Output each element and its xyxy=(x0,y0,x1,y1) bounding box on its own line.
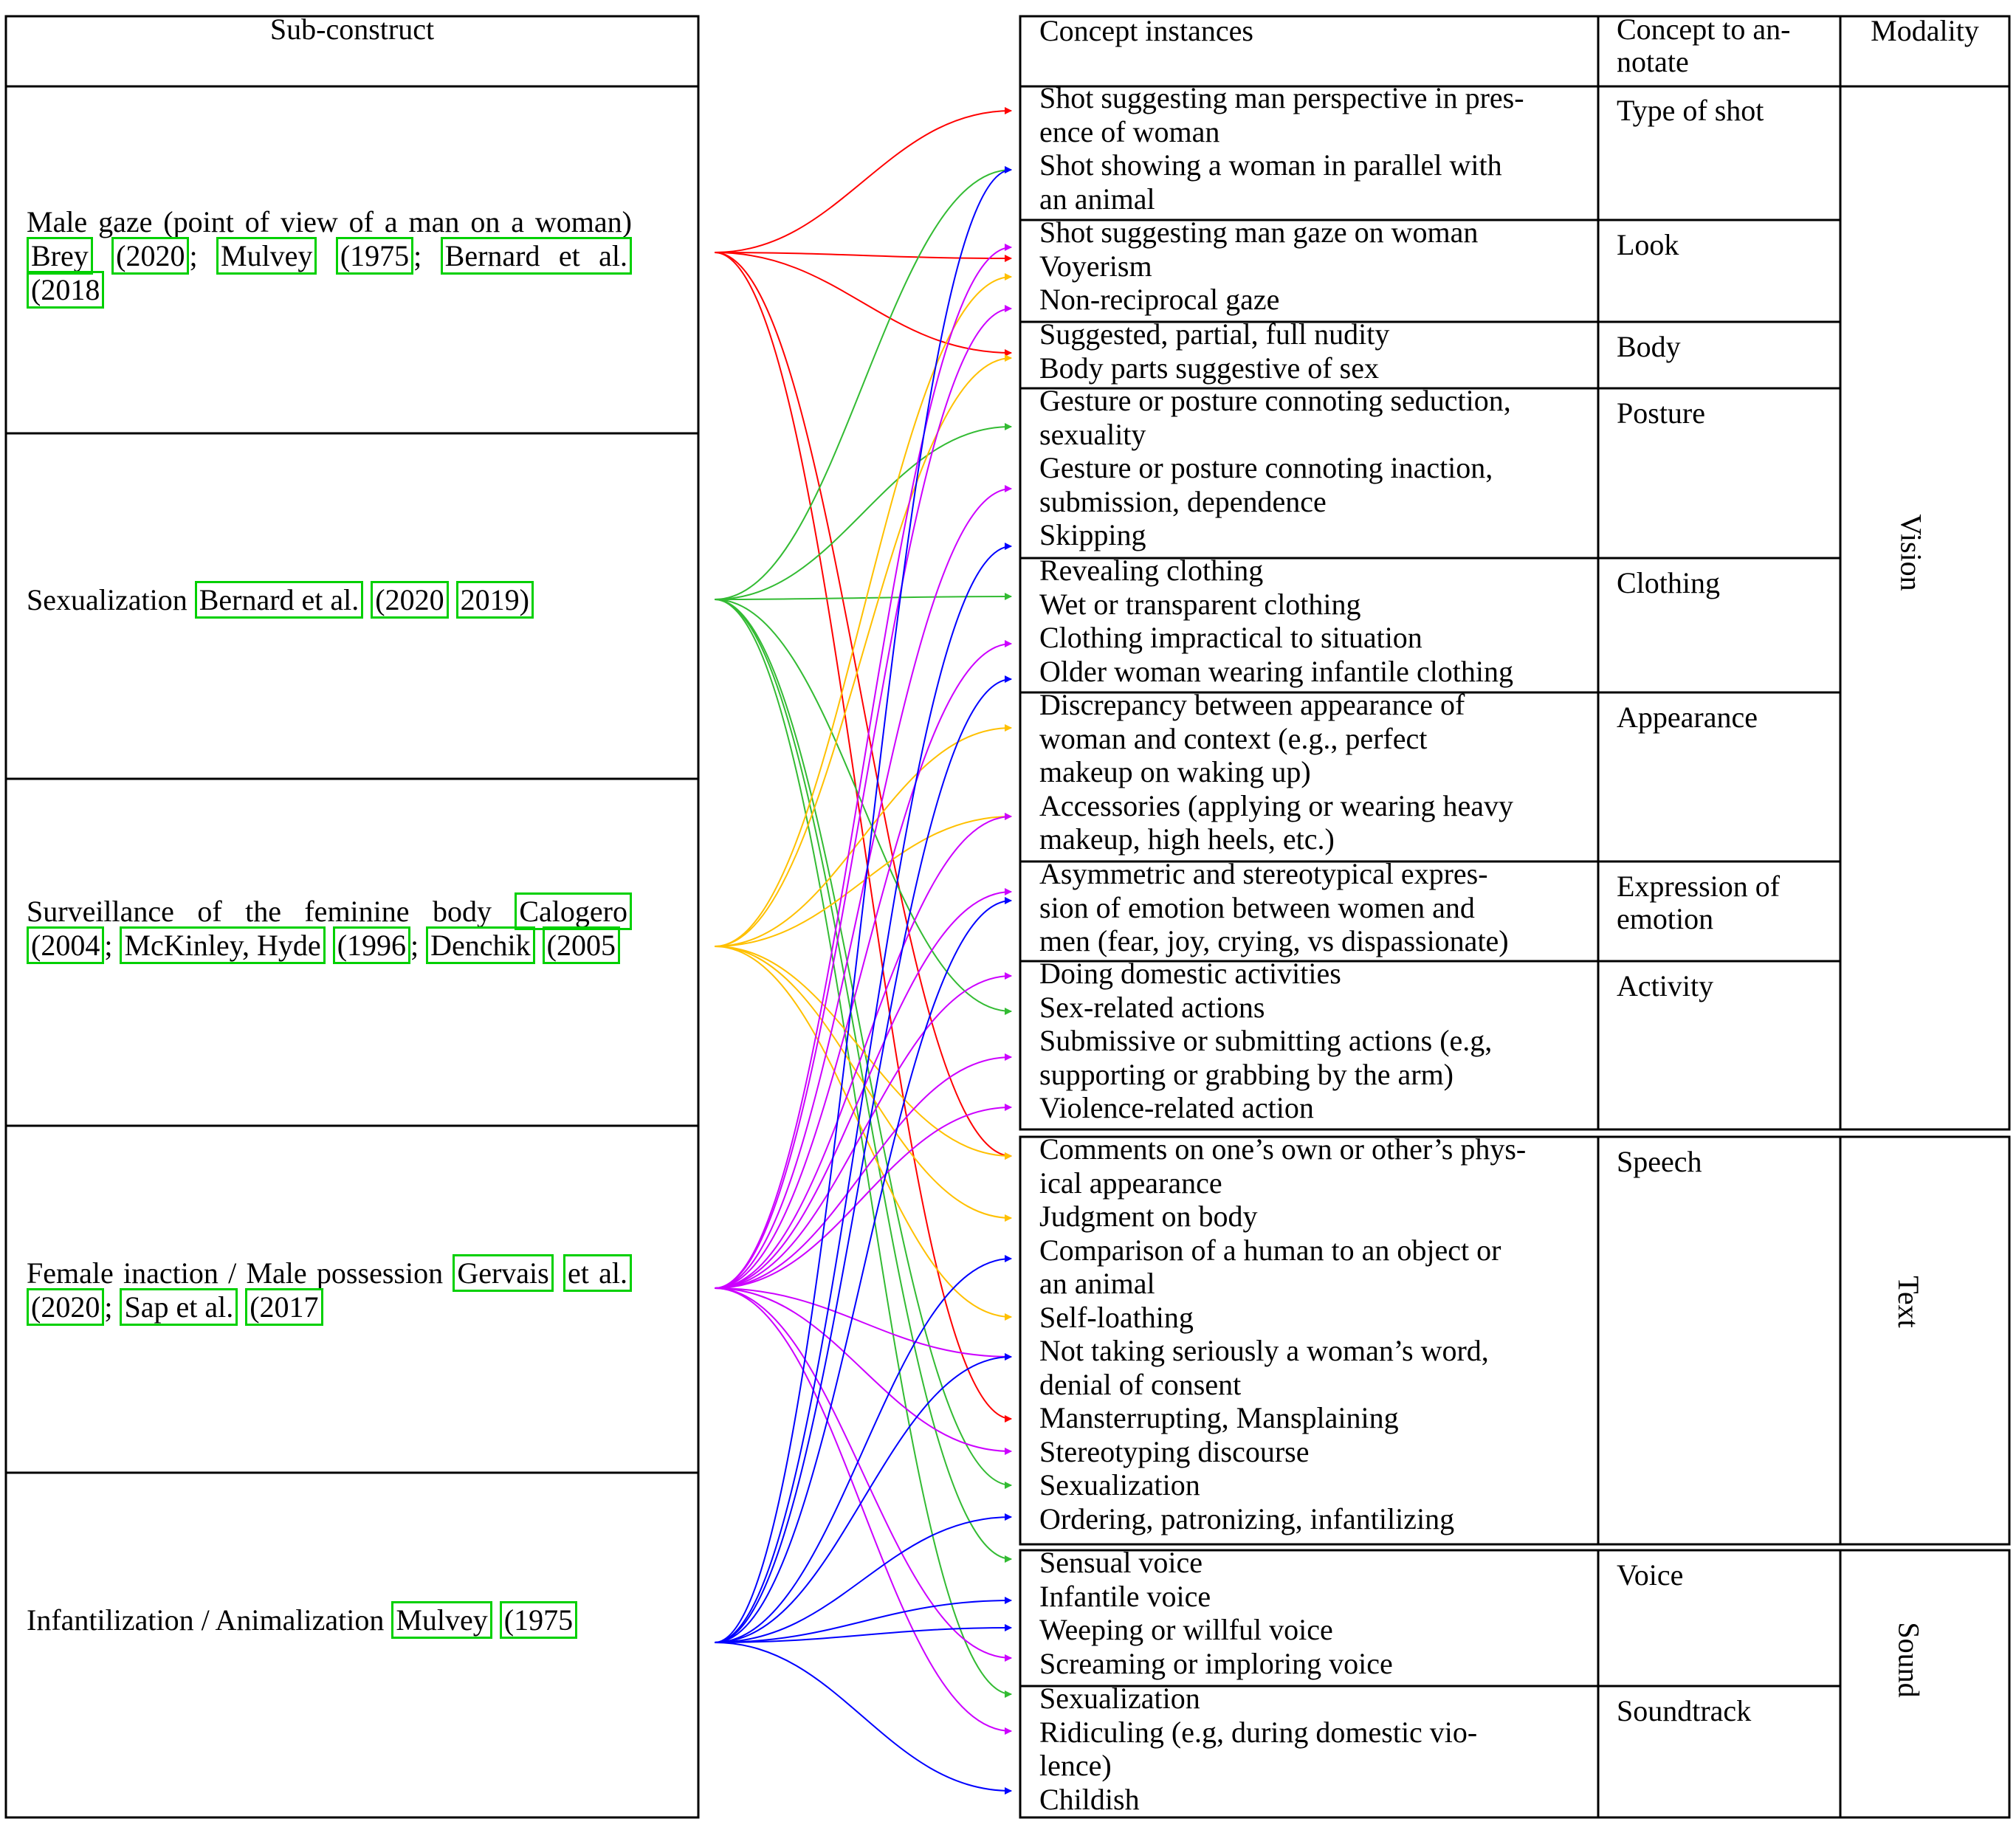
reference-link[interactable]: (1975 xyxy=(500,1601,577,1639)
instance-block xyxy=(1039,1546,1575,1680)
concept-instance: Sex-related actions xyxy=(1039,990,1265,1024)
instance-block xyxy=(1039,688,1575,856)
reference-link[interactable]: (2018 xyxy=(27,271,104,309)
link-arrow xyxy=(715,599,1011,1011)
link-arrow xyxy=(715,1107,1011,1288)
concept-label: Type of shot xyxy=(1617,94,1764,127)
concept-instance: Not taking seriously a woman’s word, xyxy=(1039,1334,1489,1367)
reference-link[interactable]: Denchik xyxy=(426,926,535,964)
concept-instance: ical appearance xyxy=(1039,1166,1222,1200)
link-arrow xyxy=(715,1288,1011,1731)
instance-block xyxy=(1039,317,1575,385)
concept-instance: submission, dependence xyxy=(1039,484,1327,518)
concept-instance: Self-loathing xyxy=(1039,1300,1194,1334)
concept-label: Look xyxy=(1617,228,1679,261)
reference-link[interactable]: McKinley, Hyde xyxy=(120,926,325,964)
link-arrow xyxy=(715,489,1011,1288)
concept-label: Expression of emotion xyxy=(1617,870,1781,935)
link-arrow xyxy=(715,309,1011,1288)
concept-instance: sexuality xyxy=(1039,417,1146,451)
link-arrow xyxy=(715,599,1011,1559)
link-arrow xyxy=(715,1288,1011,1357)
link-arrow xyxy=(715,252,1011,353)
link-arrow xyxy=(715,277,1011,946)
reference-link[interactable]: 2019) xyxy=(456,581,534,619)
reference-link[interactable]: (1975 xyxy=(336,237,413,275)
concept-instance: Ordering, patronizing, infantilizing xyxy=(1039,1502,1455,1535)
concept-instance: Shot suggesting man perspective in pres- xyxy=(1039,81,1524,114)
link-arrow xyxy=(715,1642,1011,1791)
reference-link[interactable]: (2020 xyxy=(111,237,189,275)
header-concept: Concept to an- notate xyxy=(1617,13,1791,78)
concept-instance: Wet or transparent clothing xyxy=(1039,587,1361,621)
concept-instance: sion of emotion between women and xyxy=(1039,890,1475,924)
concept-label: Posture xyxy=(1617,396,1705,430)
modality-sound: Sound xyxy=(1892,1622,1926,1698)
concept-instance: Older woman wearing infantile clothing xyxy=(1039,654,1514,688)
reference-link[interactable]: (2020 xyxy=(27,1288,104,1326)
concept-label: Activity xyxy=(1617,969,1714,1002)
concept-instance: Gesture or posture connoting seduction, xyxy=(1039,384,1511,417)
concept-instance: woman and context (e.g., perfect xyxy=(1039,721,1428,755)
link-arrow xyxy=(715,946,1011,1218)
concept-instance: makeup, high heels, etc.) xyxy=(1039,822,1335,856)
concept-instance: Comments on one’s own or other’s phys- xyxy=(1039,1132,1527,1166)
link-arrow xyxy=(715,1517,1011,1642)
concept-instance: Revealing clothing xyxy=(1039,554,1264,587)
concept-instance: Ridiculing (e.g, during domestic vio- xyxy=(1039,1715,1478,1749)
header-subconstruct: Sub-construct xyxy=(269,13,435,46)
reference-link[interactable]: Brey xyxy=(27,237,93,275)
concept-instance: an animal xyxy=(1039,1267,1155,1300)
concept-instance: Sexualization xyxy=(1039,1468,1200,1502)
reference-link[interactable]: (2017 xyxy=(245,1288,323,1326)
concept-instance: Asymmetric and stereotypical expres- xyxy=(1039,857,1488,890)
concept-instance: makeup on waking up) xyxy=(1039,755,1311,788)
subconstruct-male-gaze: Male gaze (point of view of a man on a woman) Brey (2020 ; Mulvey (1975 ; Bernard et al. (2018 xyxy=(27,205,632,307)
concept-instance: Shot showing a woman in parallel with xyxy=(1039,148,1502,182)
concept-instance: Comparison of a human to an object or xyxy=(1039,1233,1501,1267)
concept-instance: Stereotyping discourse xyxy=(1039,1434,1310,1468)
link-arrow xyxy=(715,427,1011,599)
link-arrow xyxy=(715,358,1011,946)
concept-instance: Weeping or willful voice xyxy=(1039,1613,1333,1646)
instance-block xyxy=(1039,957,1575,1125)
link-arrow xyxy=(715,901,1011,1642)
reference-link[interactable]: Mulvey xyxy=(216,237,317,275)
concept-instance: Non-reciprocal gaze xyxy=(1039,283,1280,316)
concept-label: Appearance xyxy=(1617,701,1758,734)
reference-link[interactable]: (1996 xyxy=(333,926,410,964)
header-instances: Concept instances xyxy=(1039,14,1253,47)
reference-link[interactable]: Gervais xyxy=(453,1254,553,1292)
concept-instance: denial of consent xyxy=(1039,1367,1242,1401)
reference-link[interactable]: (2005 xyxy=(543,926,620,964)
concept-instance: Discrepancy between appearance of xyxy=(1039,688,1465,721)
link-arrow xyxy=(715,170,1011,1642)
subconstruct-sexualization: Sexualization Bernard et al. (2020 2019) xyxy=(27,583,632,617)
concept-instance: supporting or grabbing by the arm) xyxy=(1039,1057,1453,1091)
concept-instance: Violence-related action xyxy=(1039,1091,1314,1124)
concept-instance: Shot suggesting man gaze on woman xyxy=(1039,216,1479,249)
concept-instance: ence of woman xyxy=(1039,114,1220,148)
instance-block xyxy=(1039,1682,1575,1816)
reference-link[interactable]: (2020 xyxy=(371,581,448,619)
reference-link[interactable]: Mulvey xyxy=(391,1601,492,1639)
concept-instance: men (fear, joy, crying, vs dispassionate) xyxy=(1039,924,1509,957)
concept-instance: Clothing impractical to situation xyxy=(1039,621,1422,654)
instance-block xyxy=(1039,554,1575,688)
subconstruct-infantilization: Infantilization / Animalization Mulvey (1975 xyxy=(27,1603,632,1637)
concept-label: Voice xyxy=(1617,1558,1684,1592)
link-arrow xyxy=(715,644,1011,1288)
concept-instance: an animal xyxy=(1039,182,1155,216)
concept-label: Soundtrack xyxy=(1617,1694,1752,1727)
reference-link[interactable]: Bernard et al. xyxy=(441,237,632,275)
reference-link[interactable]: et al. xyxy=(563,1254,632,1292)
link-arrow xyxy=(715,546,1011,1642)
link-arrow xyxy=(715,679,1011,1642)
instance-block xyxy=(1039,1132,1575,1535)
subconstruct-surveillance: Surveillance of the feminine body Calogero (2004 ; McKinley, Hyde (1996 ; Denchik (2005 xyxy=(27,895,632,963)
instance-block xyxy=(1039,216,1575,317)
link-arrow xyxy=(715,599,1011,1485)
link-arrow xyxy=(715,111,1011,252)
concept-label: Clothing xyxy=(1617,566,1721,599)
reference-link[interactable]: Sap et al. xyxy=(120,1288,238,1326)
reference-link[interactable]: Bernard et al. xyxy=(195,581,364,619)
concept-instance: Sensual voice xyxy=(1039,1546,1203,1579)
concept-instance: Submissive or submitting actions (e.g, xyxy=(1039,1024,1493,1057)
concept-instance: Screaming or imploring voice xyxy=(1039,1646,1393,1680)
concept-instance: lence) xyxy=(1039,1749,1112,1782)
concept-instance: Infantile voice xyxy=(1039,1579,1211,1613)
concept-instance: Sexualization xyxy=(1039,1682,1200,1715)
concept-instance: Suggested, partial, full nudity xyxy=(1039,317,1390,351)
concept-instance: Gesture or posture connoting inaction, xyxy=(1039,451,1493,484)
concept-instance: Childish xyxy=(1039,1782,1140,1816)
reference-link[interactable]: Calogero xyxy=(515,892,632,930)
instance-block xyxy=(1039,81,1575,216)
concept-label: Body xyxy=(1617,330,1681,363)
concept-instance: Skipping xyxy=(1039,518,1146,551)
instance-block xyxy=(1039,857,1575,958)
header-modality: Modality xyxy=(1871,14,1979,47)
instance-block xyxy=(1039,384,1575,552)
concept-instance: Body parts suggestive of sex xyxy=(1039,351,1379,385)
link-arrow xyxy=(715,252,1011,1156)
concept-instance: Voyerism xyxy=(1039,249,1152,283)
subconstruct-female-inaction: Female inaction / Male possession Gervais et al. (2020 ; Sap et al. (2017 xyxy=(27,1256,632,1324)
concept-instance: Accessories (applying or wearing heavy xyxy=(1039,788,1513,822)
link-arrows xyxy=(715,111,1011,1791)
concept-instance: Doing domestic activities xyxy=(1039,957,1341,990)
link-arrow xyxy=(715,1259,1011,1642)
modality-vision: Vision xyxy=(1894,514,1928,591)
concept-instance: Judgment on body xyxy=(1039,1200,1258,1233)
concept-instance: Mansterrupting, Mansplaining xyxy=(1039,1401,1399,1434)
concept-label: Speech xyxy=(1617,1145,1702,1178)
reference-link[interactable]: (2004 xyxy=(27,926,104,964)
modality-text: Text xyxy=(1891,1276,1925,1328)
